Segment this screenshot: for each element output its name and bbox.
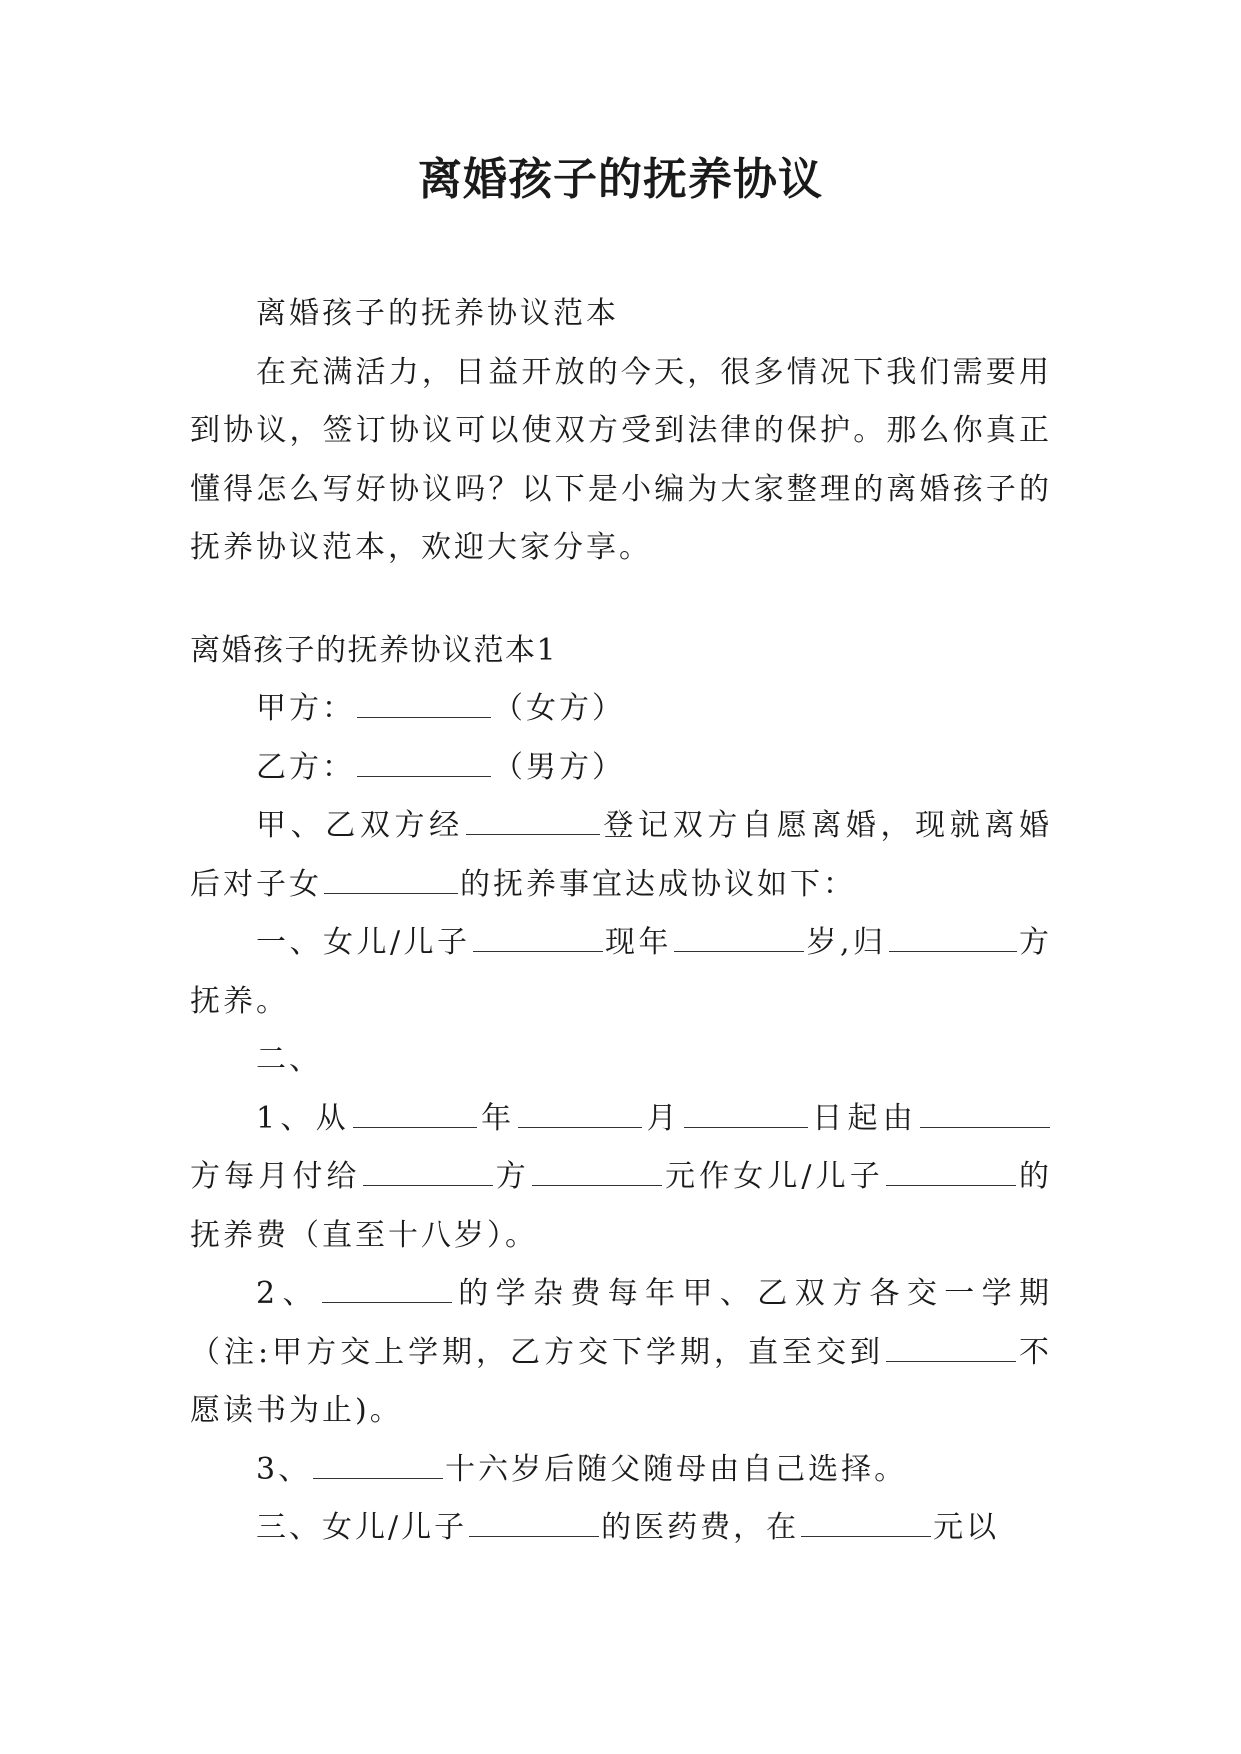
preamble-text-2: 登记双方自愿离婚，现就离婚后对子女 xyxy=(190,808,1053,902)
registration-blank[interactable] xyxy=(466,808,600,835)
party-b-label: 乙方： xyxy=(256,749,355,785)
schooling-end-blank[interactable] xyxy=(886,1335,1016,1362)
clause-2-2-text-2: 的学杂费每年甲、乙双方各交一学期（注:甲方交上学期，乙方交下学期，直至交到 xyxy=(190,1276,1052,1370)
clause-2-3 xyxy=(190,1441,1052,1500)
document-title: 离婚孩子的抚养协议 xyxy=(418,154,823,205)
clause-2-1 xyxy=(190,1090,1052,1266)
custody-party-blank[interactable] xyxy=(889,925,1017,952)
clause-2-1-text-2: 年 xyxy=(478,1100,517,1136)
child-age-blank[interactable] xyxy=(674,925,804,952)
clause-2-3-text-2: 十六岁后随父随母由自己选择。 xyxy=(445,1451,908,1487)
clause-1-text-1: 一、女儿/儿子 xyxy=(256,925,471,960)
party-a-blank[interactable] xyxy=(357,691,491,718)
section-title: 离婚孩子的抚养协议范本1 xyxy=(190,632,558,668)
start-year-blank[interactable] xyxy=(353,1101,477,1128)
child-name-blank-4[interactable] xyxy=(322,1276,452,1303)
clause-2-heading: 二、 xyxy=(256,1042,322,1077)
start-month-blank[interactable] xyxy=(518,1101,642,1128)
clause-2-3-text-1: 3、 xyxy=(256,1451,312,1487)
child-name-blank-2[interactable] xyxy=(473,925,603,952)
party-a-line xyxy=(190,680,1052,739)
preamble-text-1: 甲、乙双方经 xyxy=(256,808,464,843)
payee-party-blank[interactable] xyxy=(363,1159,493,1186)
clause-2-1-text-5: 方每月付给 xyxy=(190,1159,361,1194)
clause-3 xyxy=(190,1499,1052,1558)
clause-3-text-2: 的医药费，在 xyxy=(601,1510,800,1545)
party-a-note: （女方） xyxy=(493,691,625,726)
section-gap xyxy=(190,578,1052,622)
clause-2-1-text-7: 元作女儿/儿子 xyxy=(663,1159,884,1194)
preamble-text-3: 的抚养事宜达成协议如下： xyxy=(460,866,856,902)
child-name-blank-5[interactable] xyxy=(313,1452,443,1479)
clause-1-text-4: 方抚养。 xyxy=(190,925,1053,1019)
monthly-amount-blank[interactable] xyxy=(532,1159,662,1186)
payer-party-blank[interactable] xyxy=(920,1101,1050,1128)
clause-2-2-text-1: 2、 xyxy=(256,1276,320,1311)
clause-2-1-text-3: 月 xyxy=(644,1100,682,1136)
party-b-line xyxy=(190,739,1052,798)
document-body xyxy=(190,285,1052,1558)
clause-1-text-2: 现年 xyxy=(604,925,673,960)
clause-3-text-3: 元以 xyxy=(933,1510,1000,1545)
preamble-paragraph xyxy=(190,797,1052,914)
intro-paragraph: 在充满活力，日益开放的今天，很多情况下我们需要用到协议，签订协议可以使双方受到法律的保护。那么你真正懂得怎么写好协议吗？以下是小编为大家整理的离婚孩子的抚养协议范本，欢迎大家分享。 xyxy=(190,354,1052,565)
clause-2-2-text-3: 不愿读书为止)。 xyxy=(190,1334,1053,1428)
clause-2-2 xyxy=(190,1265,1052,1441)
medical-amount-blank[interactable] xyxy=(801,1510,931,1537)
clause-1 xyxy=(190,914,1052,1031)
party-b-blank[interactable] xyxy=(357,750,491,777)
clause-2-1-text-8: 的抚养费（直至十八岁）。 xyxy=(190,1159,1053,1253)
clause-2-1-text-1: 1、从 xyxy=(256,1100,351,1136)
party-b-note: （男方） xyxy=(493,749,625,785)
clause-2-1-text-6: 方 xyxy=(494,1159,530,1194)
child-name-blank[interactable] xyxy=(324,867,458,894)
clause-3-text-1: 三、女儿/儿子 xyxy=(256,1510,468,1545)
start-day-blank[interactable] xyxy=(684,1101,808,1128)
child-name-blank-3[interactable] xyxy=(886,1159,1016,1186)
clause-2-1-text-4: 日起由 xyxy=(809,1100,919,1136)
party-a-label: 甲方： xyxy=(256,691,355,726)
child-name-blank-6[interactable] xyxy=(469,1510,599,1537)
clause-1-text-3: 岁,归 xyxy=(806,925,887,960)
intro-heading: 离婚孩子的抚养协议范本 xyxy=(256,296,619,331)
